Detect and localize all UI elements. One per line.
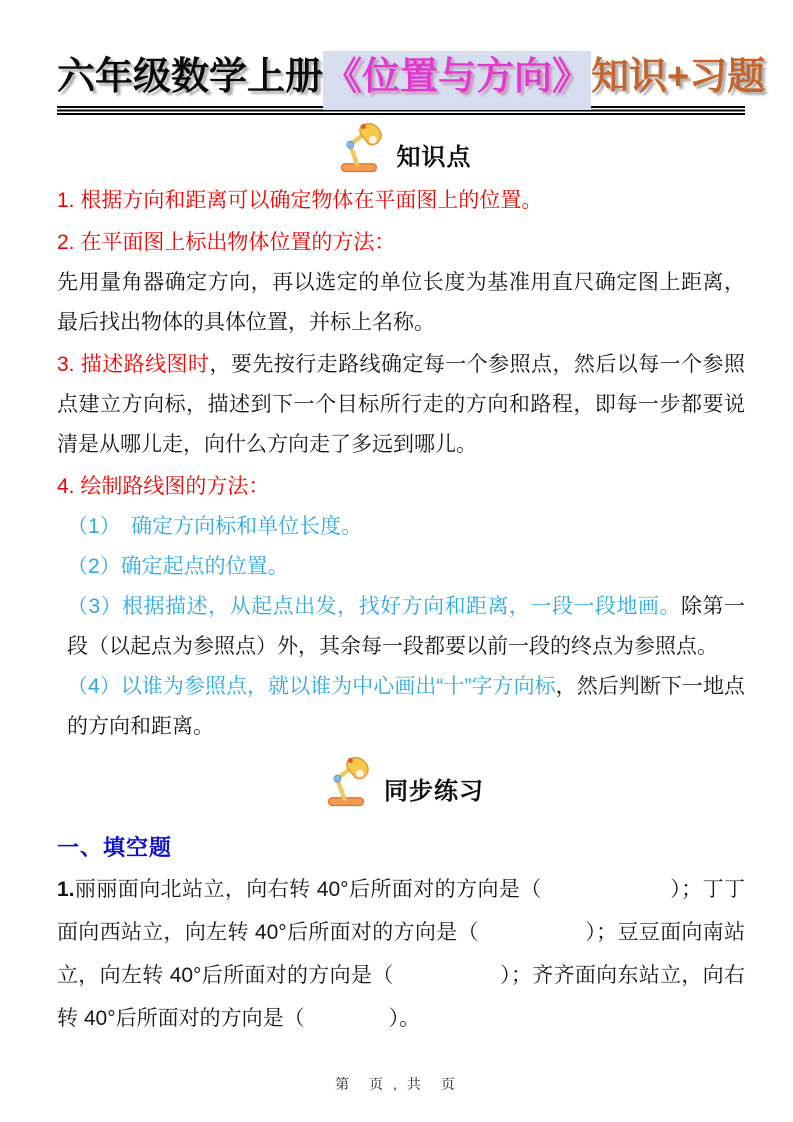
knowledge-item-4-text: 4. 绘制路线图的方法： — [57, 474, 270, 498]
knowledge-item-3 — [57, 345, 745, 465]
knowledge-substep-1-text: （1） 确定方向标和单位长度。 — [67, 514, 363, 538]
knowledge-item-2-body: 先用量角器确定方向，再以选定的单位长度为基准用直尺确定图上距离，最后找出物体的具体位置，并标上名称。 — [57, 270, 745, 334]
knowledge-substep-1 — [57, 507, 745, 547]
page-number-text: 第 页 , 共 页 — [335, 1076, 458, 1092]
knowledge-item-3-lead: 3. 描述路线图时 — [57, 352, 210, 376]
question-1-number: 1. — [57, 877, 75, 901]
knowledge-substep-4-text: ，然后判断下一地点的方向和距离。 — [67, 674, 745, 738]
question-1-text: 丽丽面向北站立，向右转 40°后所面对的方向是（ ）；丁丁面向西站立，向左转 40°后所面对的方向是（ ）；豆豆面向南站立，向左转 40°后所面对的方向是（ ）；齐齐面向东站立，向右转 40°后所面对的方向是（ ）。 — [57, 877, 745, 1030]
knowledge-substep-3-lead: （3）根据描述，从起点出发，找好方向和距离，一段一段地画。 — [67, 594, 682, 618]
title-part-suffix: 知识+习题 — [591, 56, 766, 98]
practice-section-heading — [57, 757, 745, 809]
knowledge-substep-2 — [57, 547, 745, 587]
knowledge-heading-label: 知识点 — [396, 143, 472, 171]
knowledge-item-4 — [57, 467, 745, 507]
page-title — [57, 54, 766, 102]
knowledge-item-2 — [57, 223, 745, 263]
fill-blank-section-title: 一、填空题 — [57, 834, 173, 860]
knowledge-substep-3 — [57, 587, 745, 667]
question-1 — [57, 868, 745, 1040]
page-footer — [0, 1074, 793, 1094]
title-part-topic-highlighted: 《位置与方向》 — [323, 51, 591, 110]
knowledge-points — [57, 181, 745, 747]
knowledge-substep-4-lead: （4）以谁为参照点，就以谁为中心画出“十”字方向标 — [67, 674, 556, 698]
knowledge-substep-3-text: 除第一段（以起点为参照点）外，其余每一段都要以前一段的终点为参照点。 — [67, 594, 746, 658]
title-part-grade: 六年级数学上册 — [57, 56, 324, 98]
knowledge-substep-4 — [57, 667, 745, 747]
practice-heading-label: 同步练习 — [384, 777, 484, 805]
desk-lamp-icon — [331, 123, 387, 175]
knowledge-section-heading — [57, 123, 745, 175]
knowledge-item-3-text: ，要先按行走路线确定每一个参照点，然后以每一个参照点建立方向标，描述到下一个目标所行走的方向和路程，即每一步都要说清是从哪儿走，向什么方向走了多远到哪儿。 — [57, 352, 745, 456]
desk-lamp-icon — [318, 757, 374, 809]
knowledge-item-1-text: 1. 根据方向和距离可以确定物体在平面图上的位置。 — [57, 188, 543, 212]
knowledge-item-2-text: 2. 在平面图上标出物体位置的方法： — [57, 230, 396, 254]
knowledge-substep-2-text: （2）确定起点的位置。 — [67, 554, 289, 578]
knowledge-item-1 — [57, 181, 745, 221]
